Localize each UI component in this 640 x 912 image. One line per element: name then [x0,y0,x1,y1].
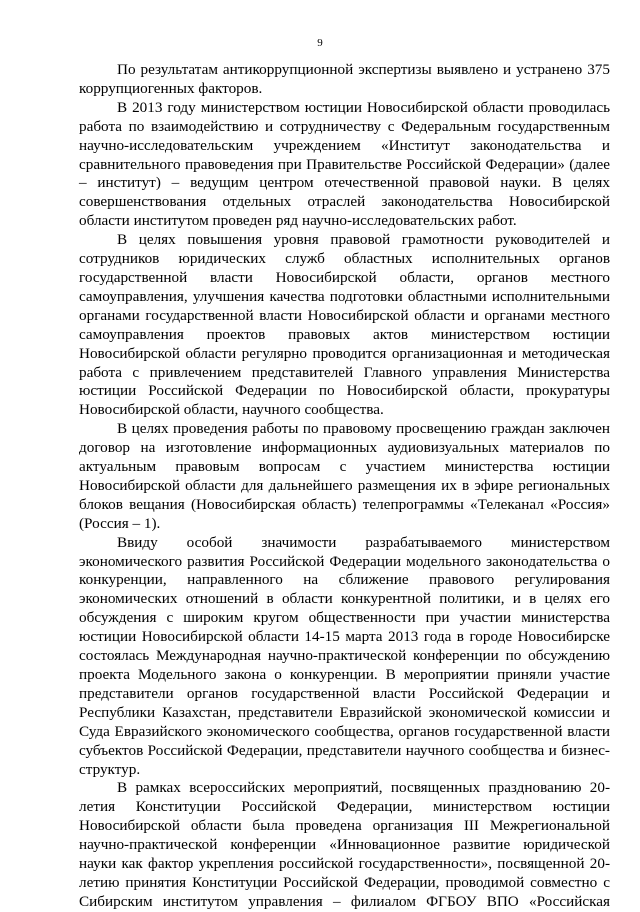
paragraph-legal-literacy: В целях повышения уровня правовой грамотности руководителей и сотрудников юридических служб областных исполнительных органов государственной власти Новосибирской области, органов местного самоуправления, улучшения качества подготовки областными исполнительными органами государственной власти Новосибирской области и органами местного самоуправления проектов правовых актов министерством юстиции Новосибирской области регулярно проводится организационная и методическая работа с привлечением представителей Главного управления Министерства юстиции Российской Федерации по Новосибирской области, прокуратуры Новосибирской области, научного сообщества. [79,231,610,419]
paragraph-constitution-anniversary: В рамках всероссийских мероприятий, посвященных празднованию 20-летия Конституции Российской Федерации, министерством юстиции Новосибирской области была проведена организация III Межрегиональной научно-практической конференции «Инновационное развитие юридической науки как фактор укрепления российской государственности», посвященной 20-летию принятия Конституции Российской Федерации, проводимой совместно с Сибирским институтом управления – филиалом ФГБОУ ВПО «Российская [79,779,610,910]
page-number: 9 [317,37,323,49]
paragraph-institute-cooperation: В 2013 году министерством юстиции Новосибирской области проводилась работа по взаимодействию и сотрудничеству с Федеральным государственным научно-исследовательским учреждением «Институт законодательства и сравнительного правоведения при Правительстве Российской Федерации» (далее – институт) – ведущим центром отечественной правовой науки. В целях совершенствования отдельных отраслей законодательства Новосибирской области институтом проведен ряд научно-исследовательских работ. [79,98,610,230]
paragraph-legal-education-tv: В целях проведения работы по правовому просвещению граждан заключен договор на изготовление информационных аудиовизуальных материалов по актуальным правовым вопросам с участием министерства юстиции Новосибирской области для дальнейшего размещения их в эфире региональных блоков вещания (Новосибирская область) телепрограммы «Телеканал «Россия» (Россия – 1). [79,420,610,532]
document-body [79,61,610,912]
paragraph-anticorruption-results: По результатам антикоррупционной экспертизы выявлено и устранено 375 коррупциогенных факторов. [79,61,610,97]
paragraph-competition-conference: Ввиду особой значимости разрабатываемого министерством экономического развития Российской Федерации модельного законодательства о конкуренции, направленного на сближение правового регулирования экономических отношений в области конкурентной политики, и в целях его обсуждения с широким кругом общественности при участии министерства юстиции Новосибирской области 14-15 марта 2013 года в городе Новосибирске состоялась Международная научно-практической конференции по обсуждению проекта Модельного закона о конкуренции. В мероприятии приняли участие представители органов государственной власти Российской Федерации и Республики Казахстан, представители Евразийской экономической комиссии и Суда Евразийского экономического сообщества, органов государственной власти субъектов Российской Федерации, представители научного сообщества и бизнес-структур. [79,533,610,778]
